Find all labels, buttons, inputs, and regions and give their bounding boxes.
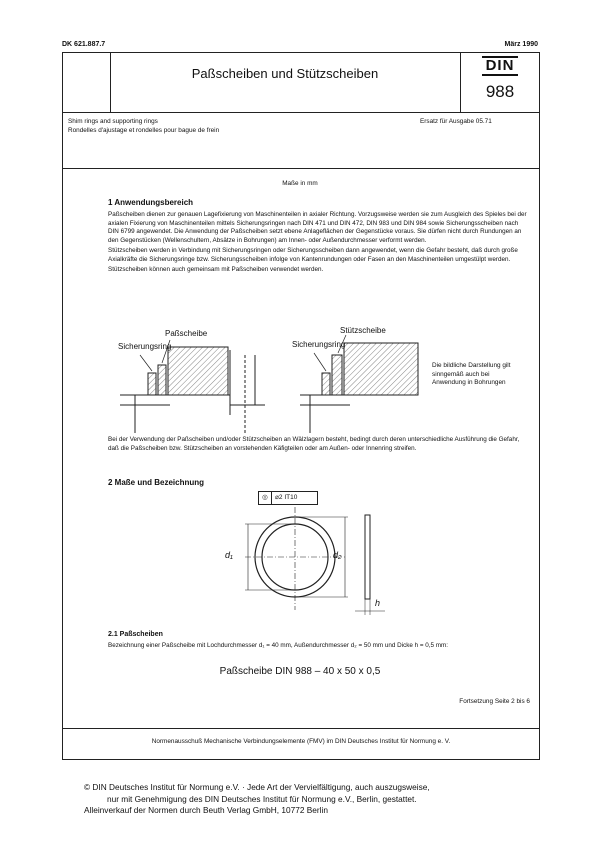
section1-text (108, 211, 528, 277)
stuetzscheibe-shape (332, 355, 342, 395)
hub-right-shape (344, 343, 418, 395)
replacement-note: Ersatz für Ausgabe 05.71 (420, 118, 492, 125)
tolerance-value: ⌀2 IT10 (275, 494, 298, 501)
din-logo-text: DIN (482, 56, 519, 76)
label-passscheibe: Paßscheibe (165, 329, 208, 338)
section1-heading: 1 Anwendungsbereich (108, 198, 194, 207)
label-sicherungsring-left: Sicherungsring (118, 342, 172, 351)
passscheibe-shape (158, 365, 166, 395)
tolerance-frame (258, 491, 318, 505)
copyright-line3: Alleinverkauf der Normen durch Beuth Verlag GmbH, 10772 Berlin (84, 805, 328, 815)
label-h: h (375, 598, 381, 608)
page-title: Paßscheiben und Stützscheiben (191, 66, 379, 81)
concentricity-icon: ◎ (259, 492, 272, 504)
din-number: 988 (485, 82, 515, 101)
copyright-line2: nur mit Genehmigung des DIN Deutsches Institut für Normung e.V., Berlin, gestattet. (107, 793, 417, 804)
units-note: Maße in mm (282, 180, 318, 187)
section2-heading: 2 Maße und Bezeichnung (108, 478, 205, 487)
section21-text: Bezeichnung einer Paßscheibe mit Lochdurchmesser d₁ = 40 mm, Außendurchmesser d₂ = 50 mm und Dicke h = 0,5 mm: (108, 642, 449, 649)
label-stuetzscheibe: Stützscheibe (340, 326, 386, 335)
designation-example: Paßscheibe DIN 988 – 40 x 50 x 0,5 (219, 666, 381, 677)
din-logo (460, 56, 540, 102)
label-sicherungsring-right: Sicherungsring (292, 340, 346, 349)
bearing-paragraph: Bei der Verwendung der Paßscheiben und/oder Stützscheiben an Wälzlagern besteht, bedingt durch deren unterschiedliche Ausführung die Gefahr, daß die Paßscheiben bzw. Stützscheiben an vorstehenden Käfigteilen oder am Außen- oder Innenring streifen. (108, 436, 520, 452)
copyright-line1: © DIN Deutsches Institut für Normung e.V. · Jede Art der Vervielfältigung, auch auszugsweise, (84, 782, 430, 792)
hub-left-shape (168, 347, 228, 395)
section1-p1: Paßscheiben dienen zur genauen Lagefixierung von Maschinenteilen in axialer Richtung. Vorzugsweise werden sie zum Ausgleich des Spieles bei der axialen Fixierung von Maschinenteilen mittels Sicherungsringen nach DIN 471 und DIN 472, DIN 983 und DIN 984 sowie Sicherungsscheiben nach DIN 6799 angewendet. Die Anwendung der Paßscheiben setzt ebene Anlageflächen der Gegenstücke voraus. Sie dürfen nicht durch Rundungen an den Gegenstücken (Wellenschultern, Absätze in Bohrungen) am Innen- oder Außendurchmesser verformt werden. (108, 211, 527, 244)
dk-number: DK 621.887.7 (62, 41, 106, 48)
section1-p2: Stützscheiben werden in Verbindung mit Sicherungsringen oder Sicherungsscheiben dann angewendet, wenn die Gefahr besteht, daß durch große Axialkräfte die Sicherungsringe bzw. Sicherungsscheiben infolge von Kantenrundungen oder Fasen an den Maschinenteilen umgestülpt werden. (108, 247, 518, 263)
label-d2: d₂ (333, 550, 342, 560)
section1-p3: Stützscheiben können auch gemeinsam mit Paßscheiben verwendet werden. (108, 266, 324, 273)
continuation-note: Fortsetzung Seite 2 bis 6 (459, 698, 530, 705)
sicherungsring-right-shape (322, 373, 330, 395)
sicherungsring-left-shape (148, 373, 156, 395)
section21-heading: 2.1 Paßscheiben (108, 631, 163, 638)
english-title: Shim rings and supporting rings (68, 118, 158, 125)
issue-date: März 1990 (504, 41, 538, 48)
figure-note: Die bildliche Darstellung gilt sinngemäß auch bei Anwendung in Bohrungen (432, 362, 511, 387)
committee-note: Normenausschuß Mechanische Verbindungselemente (FMV) im DIN Deutsches Institut für Normung e. V. (151, 738, 451, 745)
label-d1: d₁ (225, 550, 233, 560)
copyright-block (84, 782, 584, 817)
french-title: Rondelles d'ajustage et rondelles pour bague de frein (68, 127, 220, 134)
